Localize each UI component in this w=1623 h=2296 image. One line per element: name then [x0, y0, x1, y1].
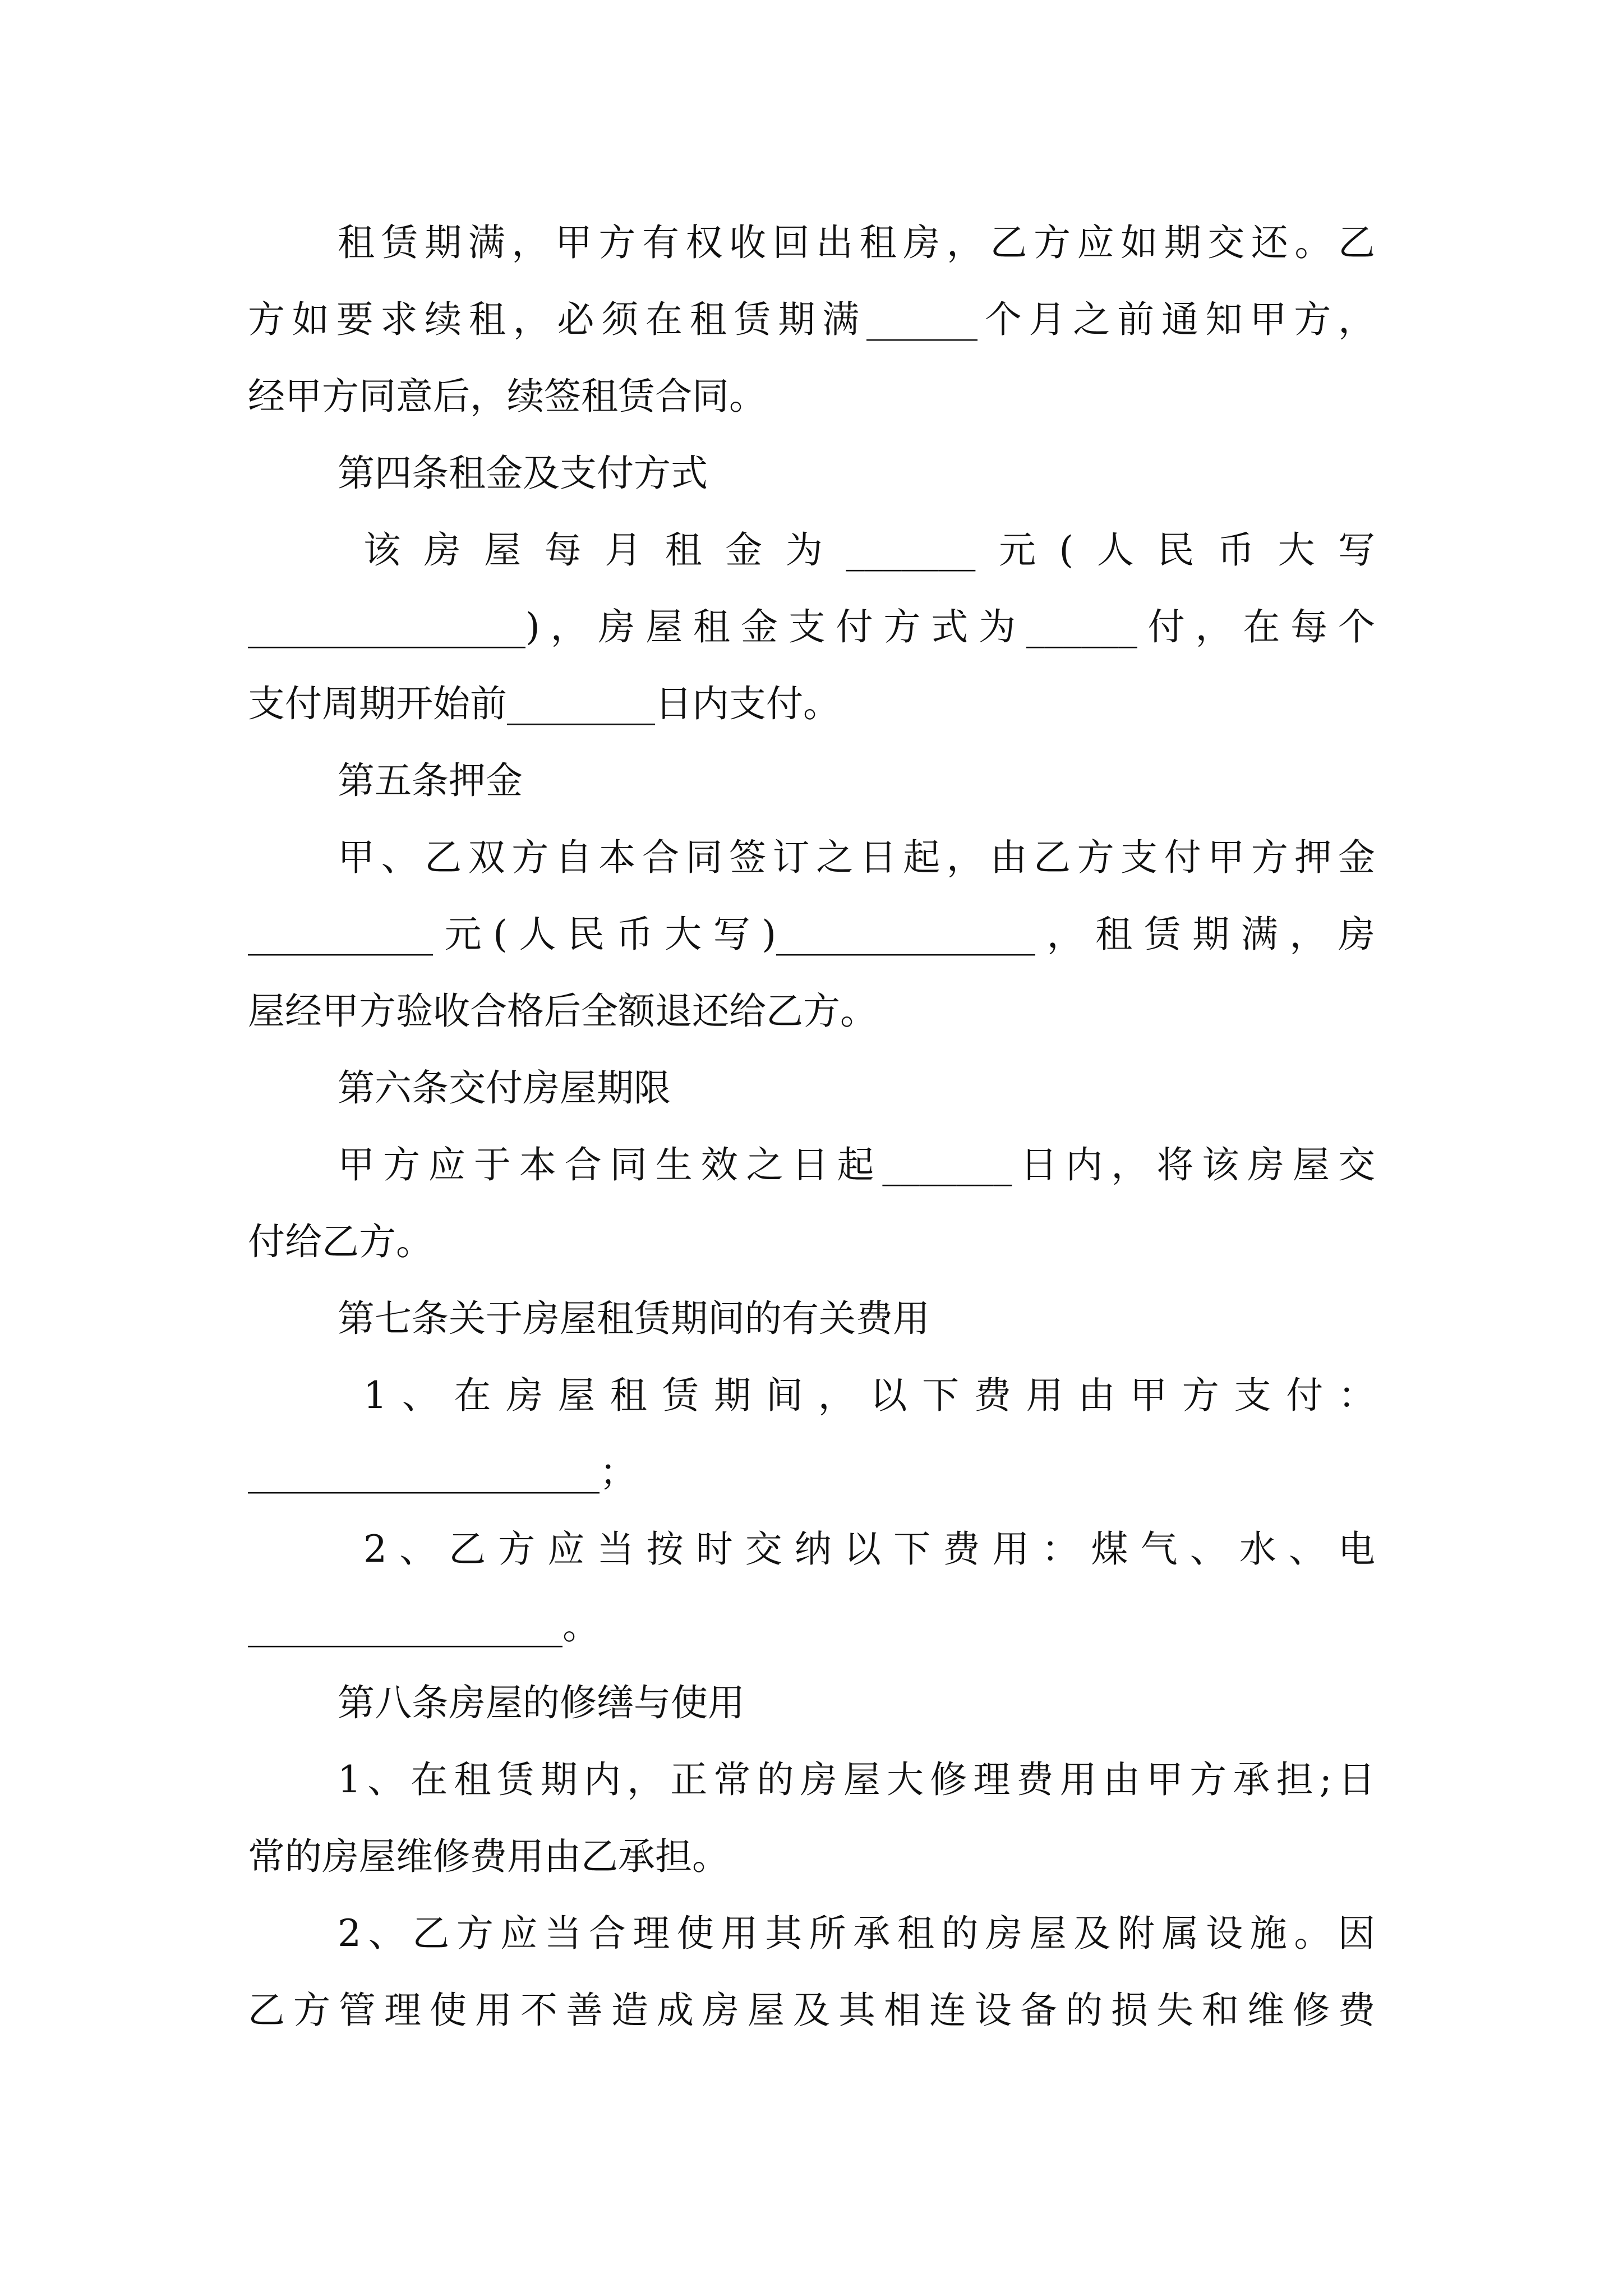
section-heading: 第六条交付房屋期限 — [338, 1066, 671, 1110]
paragraph-line: 常的房屋维修费用由乙承担。 — [248, 1835, 729, 1878]
paragraph-line: 2、乙方应当按时交纳以下费用：煤气、水、电 — [363, 1527, 1375, 1571]
paragraph-line: 甲方应于本合同生效之日起_______日内，将该房屋交 — [338, 1143, 1375, 1186]
section-heading: 第五条押金 — [338, 759, 523, 802]
paragraph-line: 1、在租赁期内，正常的房屋大修理费用由甲方承担;日 — [338, 1758, 1375, 1801]
paragraph-line: 方如要求续租，必须在租赁期满______个月之前通知甲方， — [248, 298, 1375, 341]
paragraph-line: 2、乙方应当合理使用其所承租的房屋及附属设施。因 — [338, 1912, 1375, 1955]
paragraph-line: 支付周期开始前________日内支付。 — [248, 682, 840, 725]
paragraph-line: ___________________； — [248, 1451, 637, 1494]
section-heading: 第七条关于房屋租赁期间的有关费用 — [338, 1297, 930, 1340]
paragraph-line: _________________。 — [248, 1604, 600, 1648]
section-heading: 第八条房屋的修缮与使用 — [338, 1681, 745, 1724]
section-heading: 第四条租金及支付方式 — [338, 452, 708, 495]
paragraph-line: 租赁期满，甲方有权收回出租房，乙方应如期交还。乙 — [338, 221, 1375, 264]
paragraph-line: 乙方管理使用不善造成房屋及其相连设备的损失和维修费 — [248, 1989, 1375, 2032]
paragraph-line: 1、在房屋租赁期间，以下费用由甲方支付： — [363, 1374, 1375, 1417]
paragraph-line: 该房屋每月租金为_______元(人民币大写 — [363, 528, 1375, 572]
paragraph-line: 经甲方同意后，续签租赁合同。 — [248, 375, 766, 418]
paragraph-line: __________元(人民币大写)______________，租赁期满，房 — [248, 913, 1375, 956]
paragraph-line: 甲、乙双方自本合同签订之日起，由乙方支付甲方押金 — [338, 836, 1375, 879]
paragraph-line: _______________)，房屋租金支付方式为______付，在每个 — [248, 605, 1375, 648]
paragraph-line: 付给乙方。 — [248, 1220, 433, 1263]
paragraph-line: 屋经甲方验收合格后全额退还给乙方。 — [248, 990, 877, 1033]
